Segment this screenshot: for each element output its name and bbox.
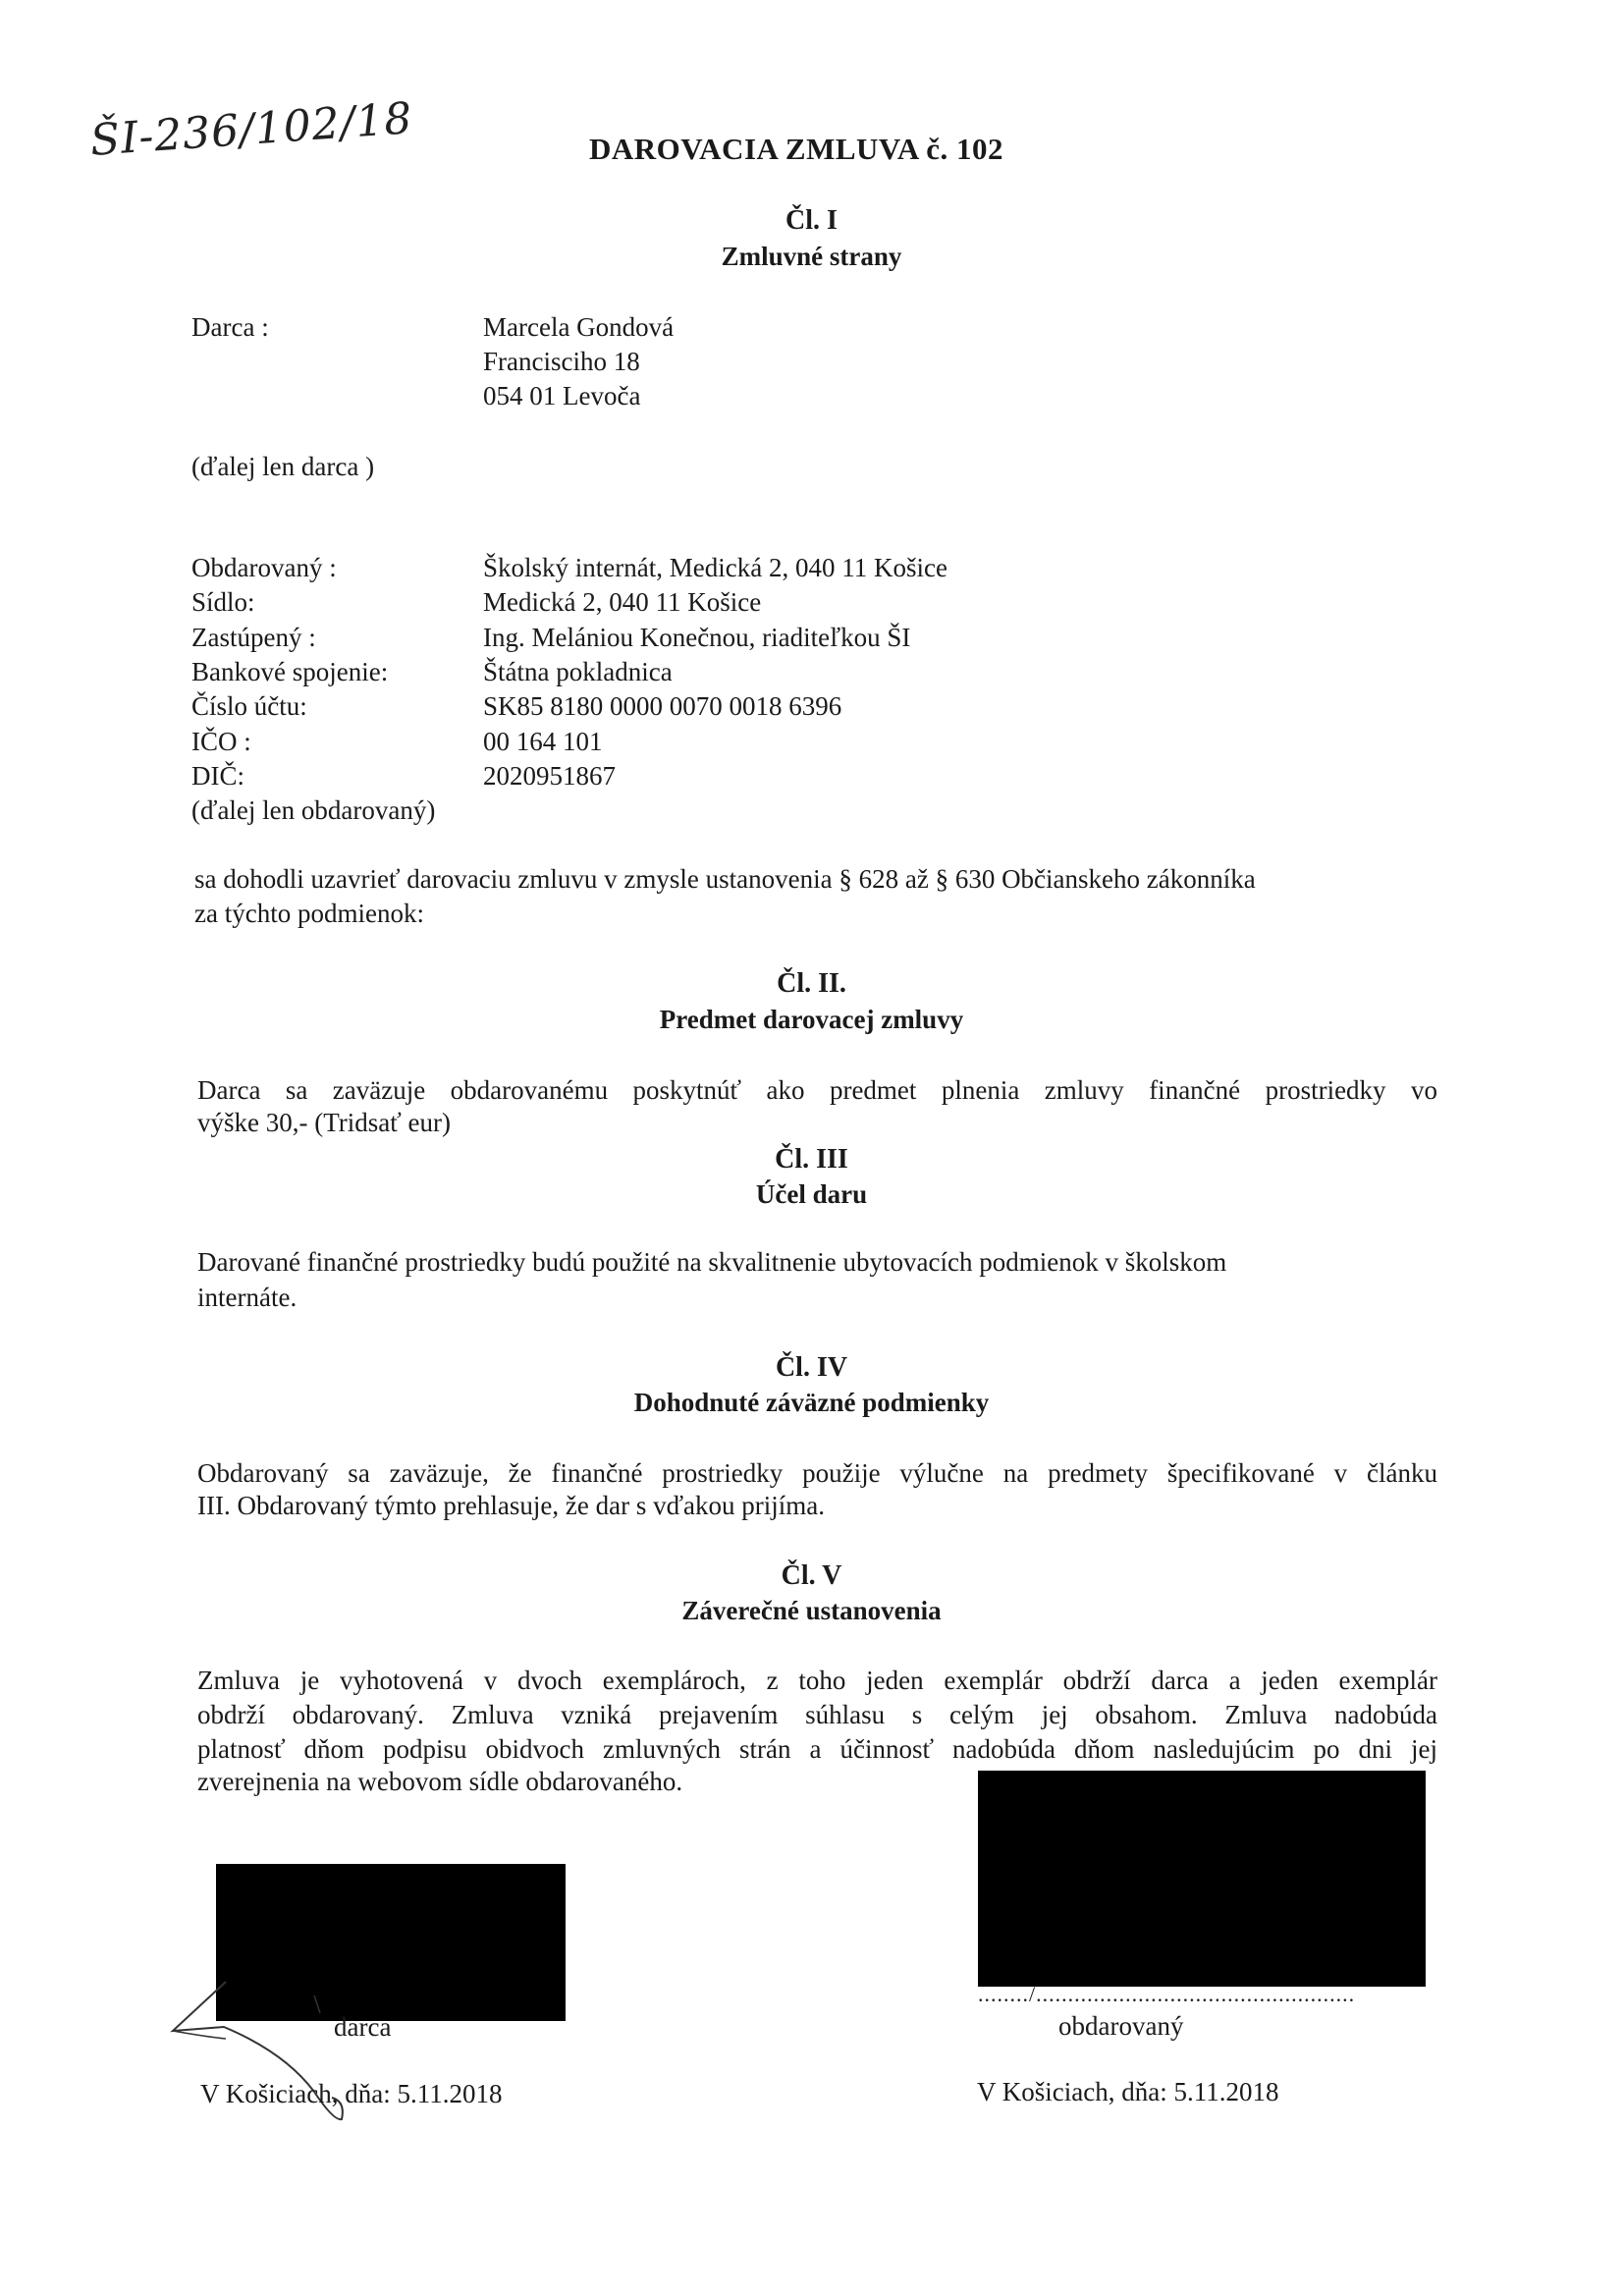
article-2-heading: Predmet darovacej zmluvy: [659, 1005, 964, 1034]
recipient-signature-label: obdarovaný: [1058, 2011, 1184, 2041]
recipient-value: Školský internát, Medická 2, 040 11 Košice: [483, 553, 947, 582]
seat-value: Medická 2, 040 11 Košice: [483, 587, 762, 617]
article-5-line-1: Zmluva je vyhotovená v dvoch exemplároch, z toho jeden exemplár obdrží darca a jeden exemplár: [197, 1666, 1437, 1695]
dic-label: DIČ:: [191, 761, 244, 791]
ico-label: IČO :: [191, 727, 251, 756]
article-3-heading: Účel daru: [755, 1179, 868, 1209]
article-5-line-2: obdrží obdarovaný. Zmluva vzniká prejavením súhlasu s celým jej obsahom. Zmluva nadobúda: [197, 1700, 1437, 1729]
bank-value: Štátna pokladnica: [483, 657, 673, 686]
donor-street: Francisciho 18: [483, 347, 640, 376]
ico-value: 00 164 101: [483, 727, 603, 756]
account-label: Číslo účtu:: [191, 691, 307, 721]
represented-value: Ing. Melániou Konečnou, riaditeľkou ŠI: [483, 623, 911, 652]
recipient-alias: (ďalej len obdarovaný): [191, 795, 436, 825]
article-5-line-3: platnosť dňom podpisu obidvoch zmluvných strán a účinnosť nadobúda dňom nasledujúcim po dni jej: [197, 1734, 1437, 1764]
represented-label: Zastúpený :: [191, 623, 316, 652]
recipient-signature-line: ......../..................................................: [978, 1982, 1356, 2006]
article-5-heading: Záverečné ustanovenia: [681, 1596, 942, 1625]
article-4-line-1: Obdarovaný sa zaväzuje, že finančné prostriedky použije výlučne na predmety špecifikované v článku: [197, 1458, 1437, 1488]
article-4-number: Čl. IV: [775, 1352, 848, 1383]
article-4-line-2: III. Obdarovaný týmto prehlasuje, že dar s vďakou prijíma.: [197, 1491, 826, 1520]
article-5-number: Čl. V: [781, 1560, 842, 1591]
article-3-number: Čl. III: [775, 1144, 848, 1175]
article-2-line-1: Darca sa zaväzuje obdarovanému poskytnúť ako predmet plnenia zmluvy finančné prostriedky vo: [197, 1075, 1437, 1105]
article-3-line-2: internáte.: [197, 1283, 298, 1312]
bank-label: Bankové spojenie:: [191, 657, 389, 686]
donor-city: 054 01 Levoča: [483, 381, 641, 410]
handwritten-reference: ŠI-236/102/18: [88, 93, 414, 166]
donor-name: Marcela Gondová: [483, 312, 675, 342]
account-value: SK85 8180 0000 0070 0018 6396: [483, 691, 842, 721]
donor-signature-label: darca: [334, 2012, 392, 2042]
article-2-line-2: výške 30,- (Tridsať eur): [197, 1108, 452, 1137]
donor-place-date: V Košiciach, dňa: 5.11.2018: [200, 2079, 503, 2108]
article-2-number: Čl. II.: [777, 968, 846, 999]
redacted-signature-recipient: [978, 1771, 1426, 1987]
article-1-number: Čl. I: [785, 205, 838, 236]
agreement-line-2: za týchto podmienok:: [194, 899, 424, 928]
donor-label: Darca :: [191, 312, 269, 342]
recipient-label: Obdarovaný :: [191, 553, 337, 582]
article-5-line-4: zverejnenia na webovom sídle obdarovaného.: [197, 1767, 683, 1796]
dic-value: 2020951867: [483, 761, 616, 791]
agreement-line-1: sa dohodli uzavrieť darovaciu zmluvu v zmysle ustanovenia § 628 až § 630 Občianskeho zákonníka: [194, 864, 1256, 894]
donor-alias: (ďalej len darca ): [191, 452, 375, 481]
document-title: DAROVACIA ZMLUVA č. 102: [589, 132, 1004, 166]
article-4-heading: Dohodnuté záväzné podmienky: [633, 1388, 990, 1417]
article-1-heading: Zmluvné strany: [721, 242, 902, 271]
seat-label: Sídlo:: [191, 587, 255, 617]
article-3-line-1: Darované finančné prostriedky budú použité na skvalitnenie ubytovacích podmienok v školskom: [197, 1247, 1227, 1277]
recipient-place-date: V Košiciach, dňa: 5.11.2018: [977, 2077, 1279, 2106]
